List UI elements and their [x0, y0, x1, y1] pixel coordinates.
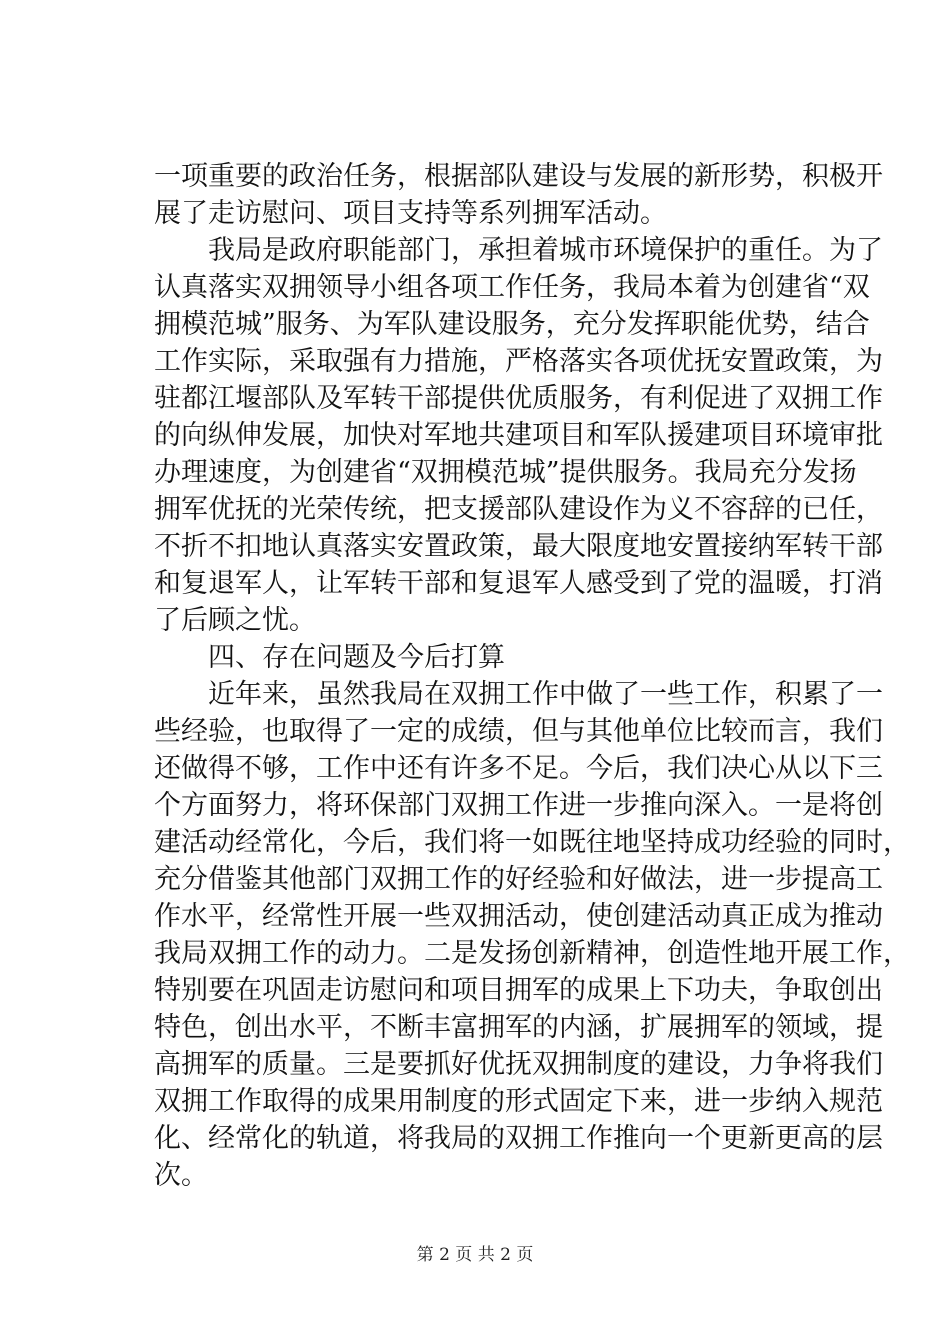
text-line: 特别要在巩固走访慰问和项目拥军的成果上下功夫，争取创出 [154, 975, 883, 1006]
text-line: 近年来，虽然我局在双拥工作中做了一些工作，积累了一 [208, 679, 883, 710]
text-line: 双拥工作取得的成果用制度的形式固定下来，进一步纳入规范 [154, 1086, 883, 1117]
text-line: 些经验，也取得了一定的成绩，但与其他单位比较而言，我们 [154, 716, 883, 747]
text-line: 作水平，经常性开展一些双拥活动，使创建活动真正成为推动 [154, 901, 883, 932]
text-line: 办理速度，为创建省“双拥模范城”提供服务。我局充分发扬 [154, 457, 857, 488]
text-line: 还做得不够，工作中还有许多不足。今后，我们决心从以下三 [154, 753, 883, 784]
text-line: 认真落实双拥领导小组各项工作任务，我局本着为创建省“双 [154, 272, 870, 303]
text-line: 高拥军的质量。三是要抓好优抚双拥制度的建设，力争将我们 [154, 1049, 883, 1080]
text-line: 了后顾之忧。 [154, 605, 316, 636]
text-line: 展了走访慰问、项目支持等系列拥军活动。 [154, 198, 667, 229]
page-footer: 第 2 页 共 2 页 [416, 1245, 534, 1265]
text-line: 四、存在问题及今后打算 [208, 642, 505, 673]
text-line: 一项重要的政治任务，根据部队建设与发展的新形势，积极开 [154, 161, 883, 192]
text-line: 次。 [154, 1160, 208, 1191]
text-line: 化、经常化的轨道，将我局的双拥工作推向一个更新更高的层 [154, 1123, 883, 1154]
text-line: 个方面努力，将环保部门双拥工作进一步推向深入。一是将创 [154, 790, 883, 821]
document-body [154, 158, 910, 1194]
text-line: 我局双拥工作的动力。二是发扬创新精神，创造性地开展工作， [154, 938, 910, 969]
text-line: 工作实际，采取强有力措施，严格落实各项优抚安置政策，为 [154, 346, 883, 377]
text-line: 的向纵伸发展，加快对军地共建项目和军队援建项目环境审批 [154, 420, 883, 451]
text-line: 我局是政府职能部门，承担着城市环境保护的重任。为了 [208, 235, 883, 266]
text-line: 拥模范城”服务、为军队建设服务，充分发挥职能优势，结合 [154, 309, 870, 340]
text-line: 不折不扣地认真落实安置政策，最大限度地安置接纳军转干部 [154, 531, 883, 562]
text-line: 拥军优抚的光荣传统，把支援部队建设作为义不容辞的已任， [154, 494, 883, 525]
text-line: 特色，创出水平，不断丰富拥军的内涵，扩展拥军的领域，提 [154, 1012, 883, 1043]
text-line: 建活动经常化，今后，我们将一如既往地坚持成功经验的同时， [154, 827, 910, 858]
text-line: 和复退军人，让军转干部和复退军人感受到了党的温暖，打消 [154, 568, 883, 599]
text-line: 充分借鉴其他部门双拥工作的好经验和好做法，进一步提高工 [154, 864, 883, 895]
text-line: 驻都江堰部队及军转干部提供优质服务，有利促进了双拥工作 [154, 383, 883, 414]
